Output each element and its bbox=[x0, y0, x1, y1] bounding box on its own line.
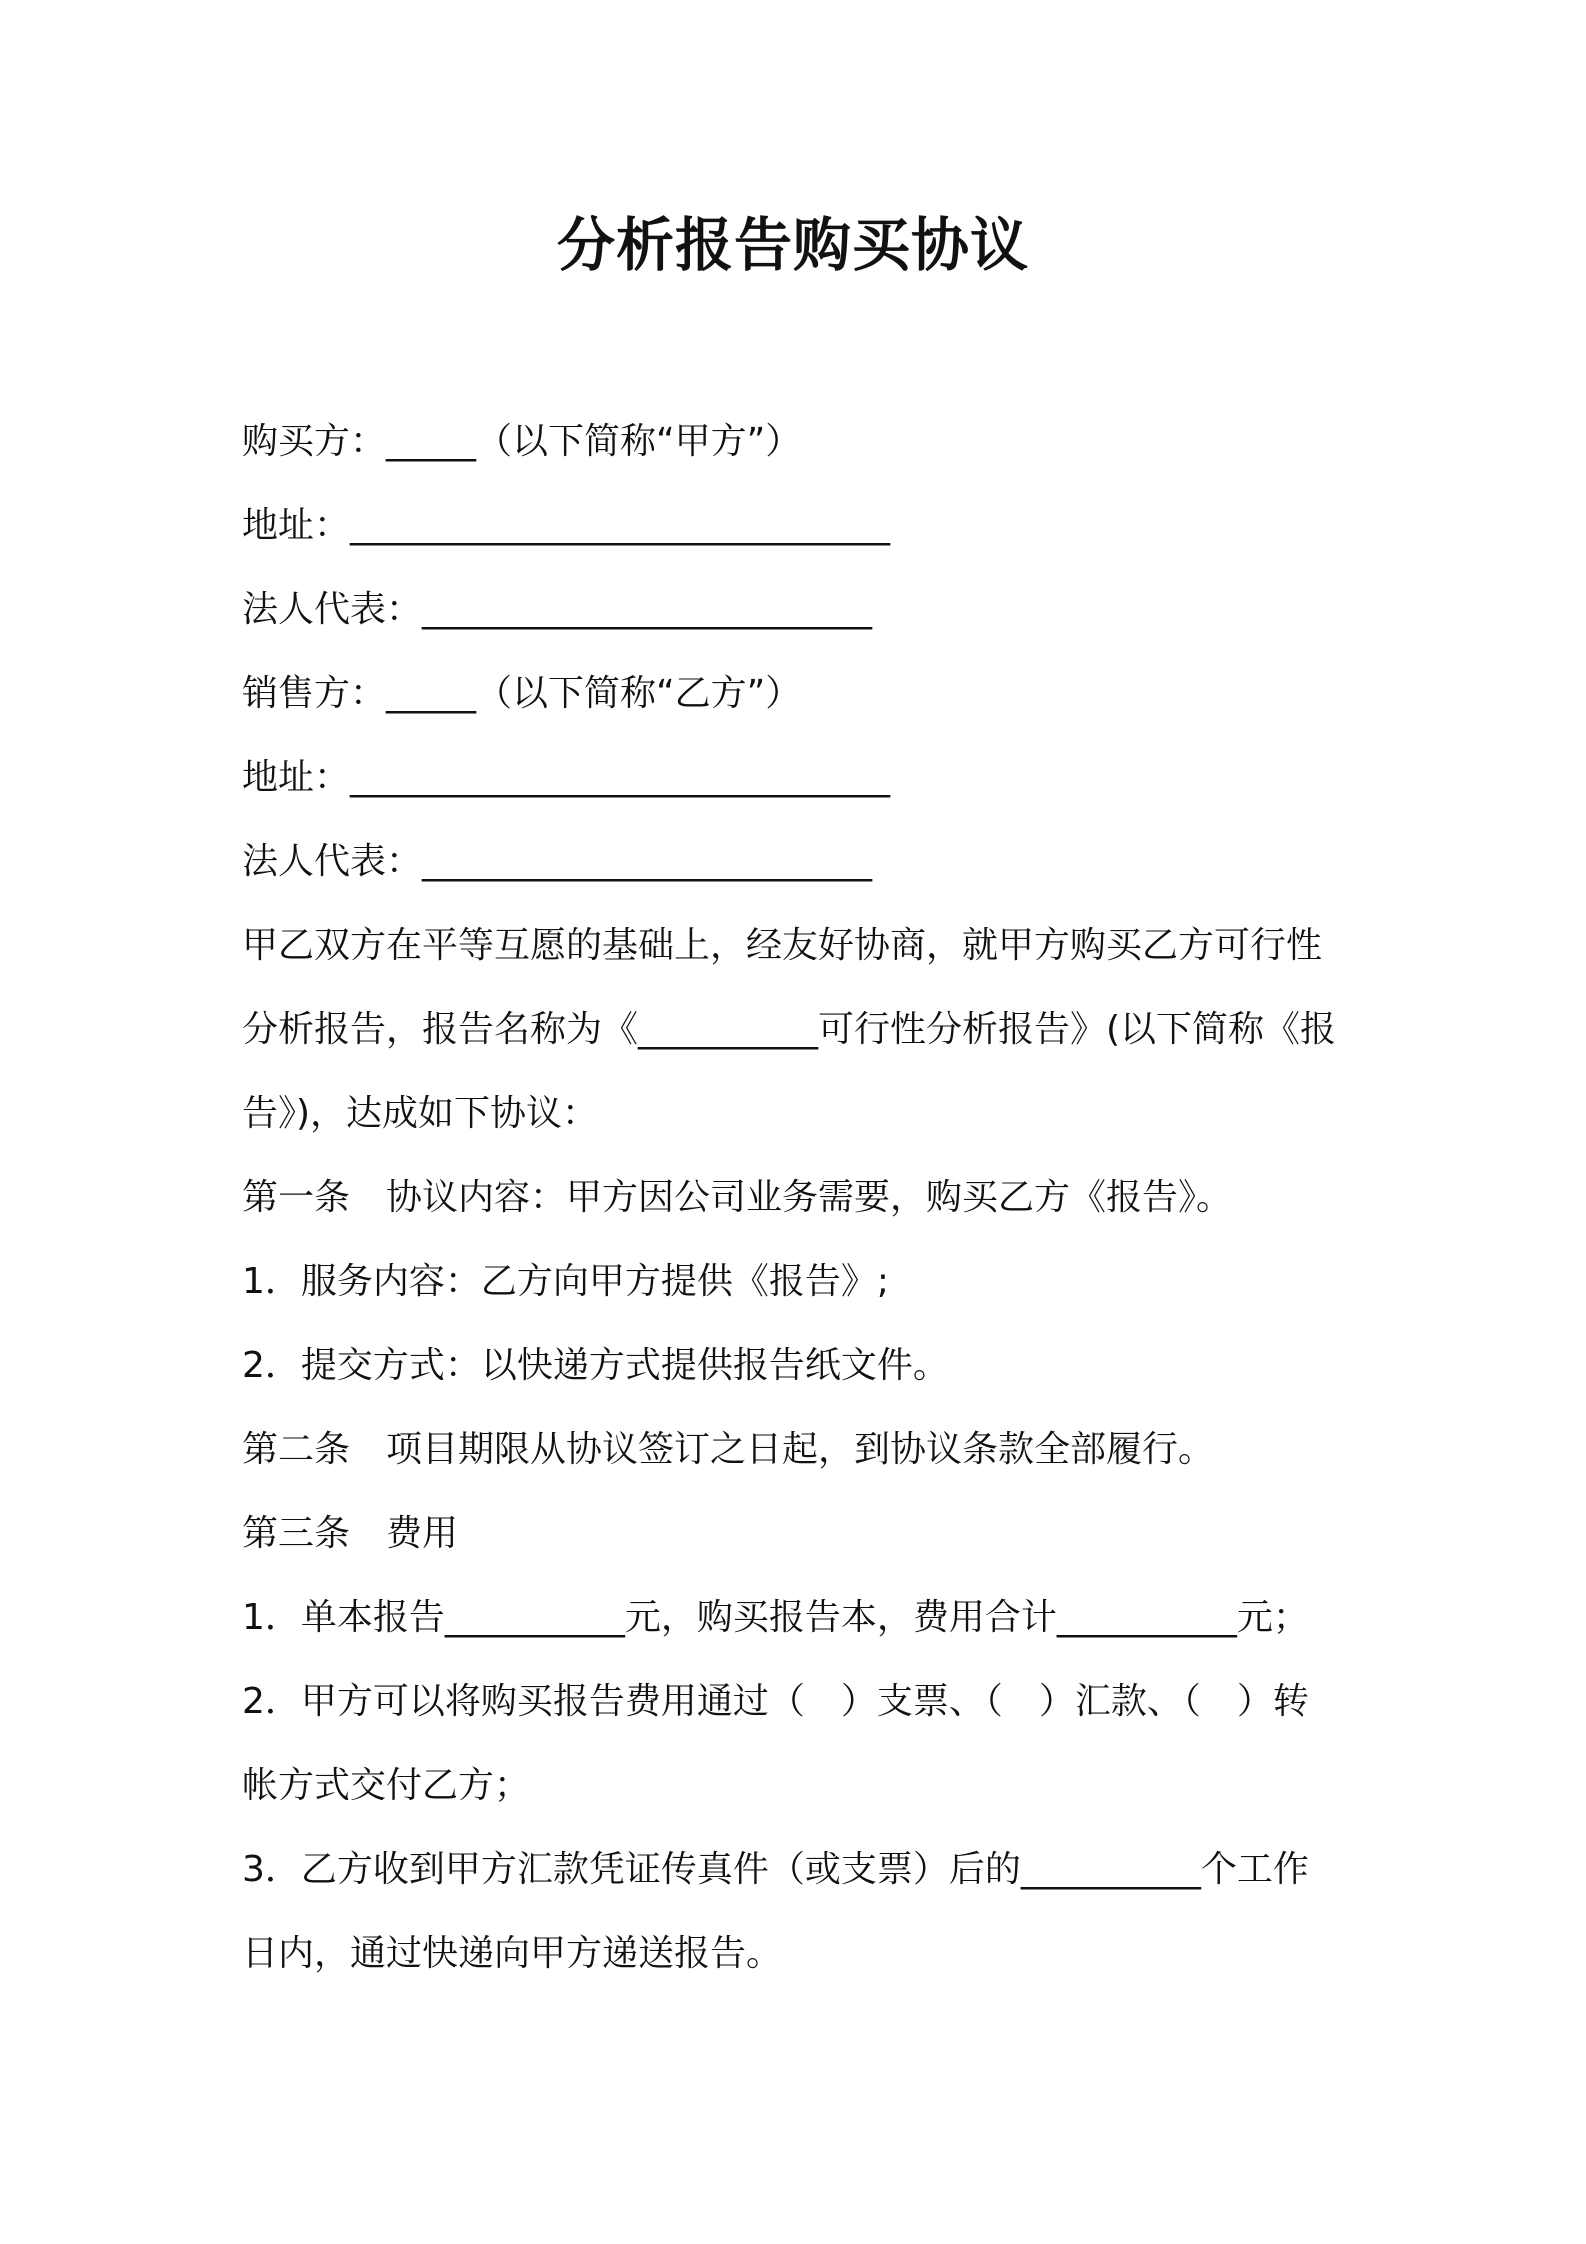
article-3-item-2-line-2: 帐方式交付乙方； bbox=[242, 1765, 531, 1806]
seller-address-line: 地址：______________________________ bbox=[242, 757, 891, 798]
seller-line: 销售方：_____（以下简称“乙方”） bbox=[242, 673, 802, 714]
seller-legal-rep-line: 法人代表：_________________________ bbox=[242, 841, 873, 882]
buyer-line: 购买方：_____（以下简称“甲方”） bbox=[242, 421, 802, 462]
article-3-item-3-line-1: 3．乙方收到甲方汇款凭证传真件（或支票）后的__________个工作 bbox=[242, 1849, 1309, 1890]
article-2-heading: 第二条 项目期限从协议签订之日起，到协议条款全部履行。 bbox=[242, 1429, 1215, 1470]
document-title: 分析报告购买协议 bbox=[556, 211, 1029, 279]
preamble-line-2: 分析报告，报告名称为《__________可行性分析报告》(以下简称《报 bbox=[242, 1009, 1337, 1050]
article-3-item-1: 1．单本报告__________元，购买报告本，费用合计__________元； bbox=[242, 1597, 1309, 1638]
article-3-heading: 第三条 费用 bbox=[242, 1513, 459, 1554]
article-3-item-3-line-2: 日内，通过快递向甲方递送报告。 bbox=[242, 1933, 783, 1974]
article-1-heading: 第一条 协议内容：甲方因公司业务需要，购买乙方《报告》。 bbox=[242, 1177, 1233, 1218]
article-1-item-1: 1．服务内容：乙方向甲方提供《报告》; bbox=[242, 1261, 890, 1302]
buyer-address-line: 地址：______________________________ bbox=[242, 505, 891, 546]
document-body bbox=[242, 400, 1357, 1996]
preamble-line-3: 告》)，达成如下协议： bbox=[242, 1093, 599, 1134]
article-3-item-2-line-1: 2．甲方可以将购买报告费用通过（ ）支票、（ ）汇款、（ ）转 bbox=[242, 1681, 1309, 1722]
buyer-legal-rep-line: 法人代表：_________________________ bbox=[242, 589, 873, 630]
article-1-item-2: 2．提交方式：以快递方式提供报告纸文件。 bbox=[242, 1345, 949, 1386]
preamble-line-1: 甲乙双方在平等互愿的基础上，经友好协商，就甲方购买乙方可行性 bbox=[242, 925, 1323, 966]
